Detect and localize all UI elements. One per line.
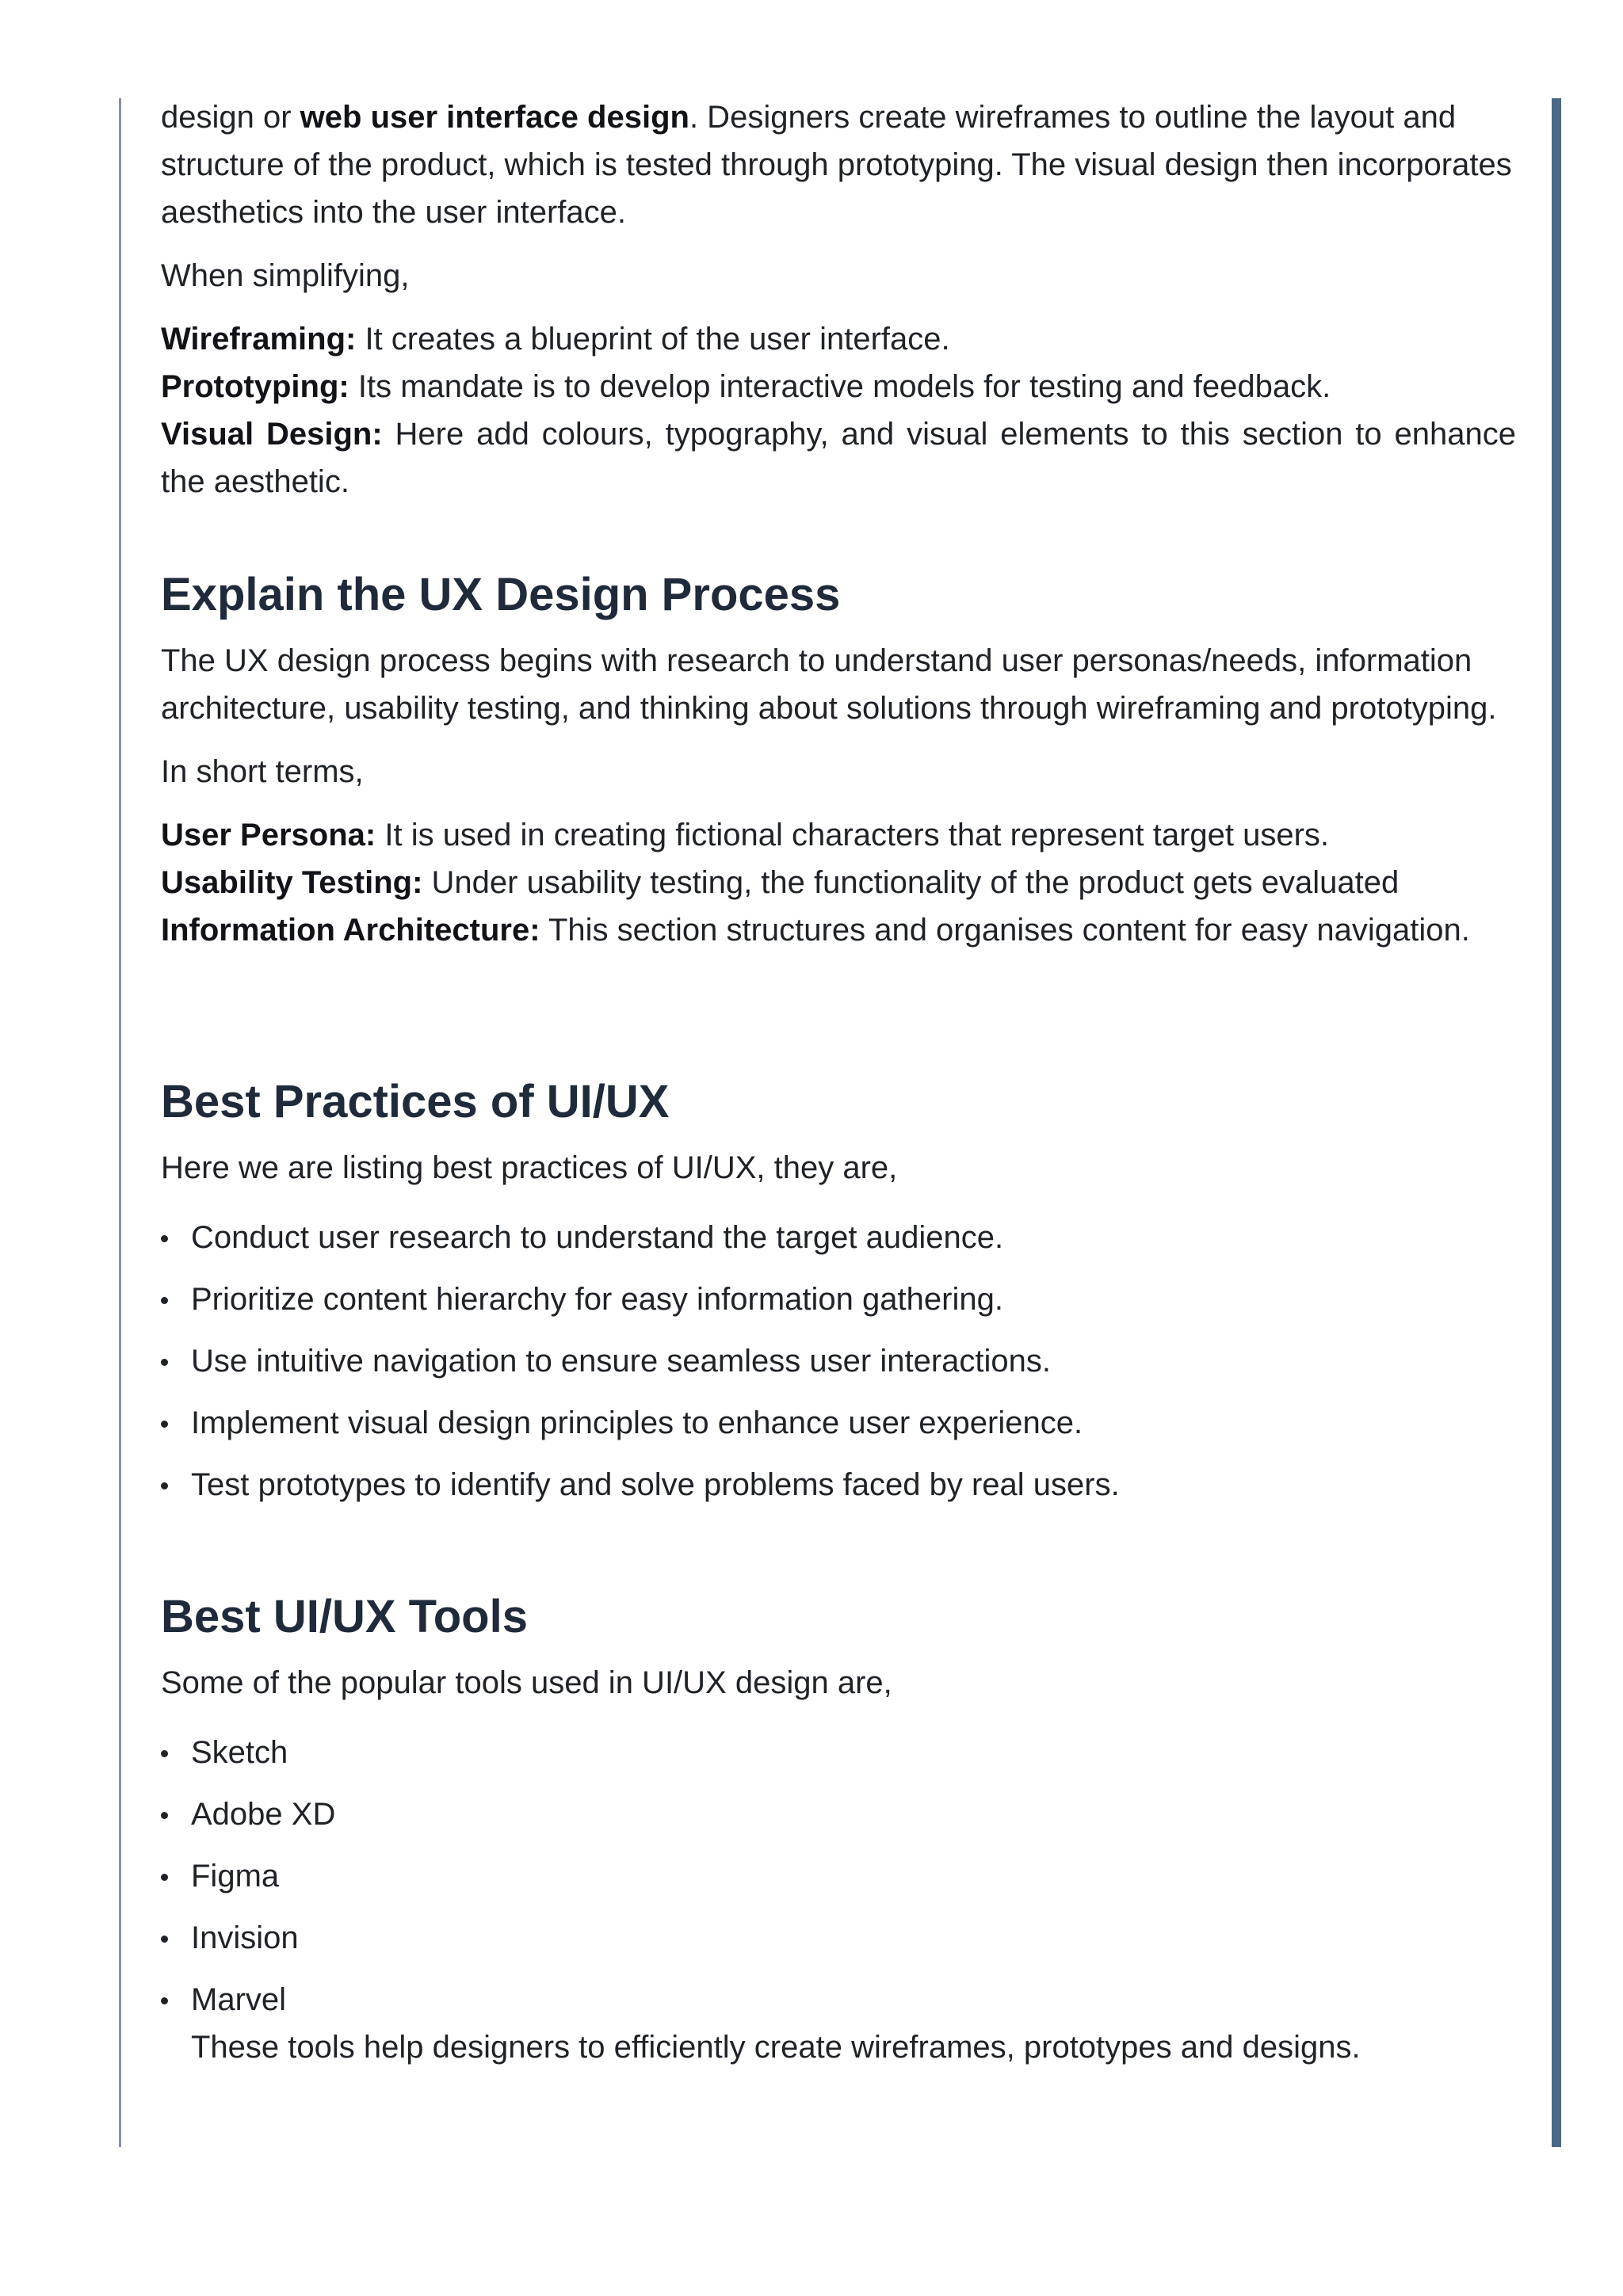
tools-lead: Some of the popular tools used in UI/UX design are, [161, 1665, 892, 1700]
right-border-rule [1552, 98, 1561, 2147]
left-border-rule [119, 98, 121, 2147]
def-text: Under usability testing, the functionality of the product gets evaluated [422, 865, 1400, 900]
list-item: Figma [161, 1852, 1516, 1900]
list-item-marvel [161, 1976, 1516, 2071]
intro-definitions [161, 315, 1516, 505]
def-text: It creates a blueprint of the user interface. [356, 322, 950, 357]
best-practices-lead: Here we are listing best practices of UI/UX, they are, [161, 1150, 898, 1185]
def-term: Prototyping: [161, 369, 349, 404]
intro-text-suffix: . Designers create wireframes to outline the layout and structure of the product, which is tested through prototyping. The visual design then incorporates aesthetics into the user interface. [161, 100, 1512, 230]
def-visual-design [161, 410, 1516, 505]
ux-process-section [161, 567, 1516, 954]
list-item: Adobe XD [161, 1791, 1516, 1838]
article-body [161, 93, 1516, 2065]
list-item: Conduct user research to understand the target audience. [161, 1214, 1516, 1261]
def-prototyping [161, 363, 1516, 410]
list-item: Invision [161, 1914, 1516, 1962]
best-practices-list [161, 1214, 1516, 1508]
tools-heading: Best UI/UX Tools [161, 1591, 528, 1642]
def-text: Here add colours, typography, and visual elements to this section to enhance the aesthetic. [161, 417, 1516, 499]
def-term: User Persona: [161, 818, 376, 852]
def-term: Information Architecture: [161, 913, 540, 948]
tools-section [161, 1589, 1516, 2085]
def-text: Its mandate is to develop interactive models for testing and feedback. [349, 369, 1331, 404]
short-terms-lead: In short terms, [161, 754, 364, 789]
def-text: This section structures and organises content for easy navigation. [540, 913, 1470, 948]
list-item: Test prototypes to identify and solve problems faced by real users. [161, 1461, 1516, 1508]
list-item: Implement visual design principles to enhance user experience. [161, 1399, 1516, 1447]
def-term: Usability Testing: [161, 865, 423, 900]
def-usability-testing [161, 859, 1516, 906]
ux-process-paragraph: The UX design process begins with research to understand user personas/needs, information architecture, usability testing, and thinking about solutions through wireframing and prototyping. [161, 643, 1497, 726]
tools-closing-text: These tools help designers to efficiently create wireframes, prototypes and designs. [191, 2030, 1361, 2065]
list-item: Sketch [161, 1729, 1516, 1776]
best-practices-heading: Best Practices of UI/UX [161, 1076, 670, 1127]
ux-definitions [161, 811, 1516, 954]
list-item: Use intuitive navigation to ensure seamless user interactions. [161, 1337, 1516, 1385]
intro-text-prefix: design or [161, 100, 300, 135]
def-user-persona [161, 811, 1516, 859]
def-information-architecture [161, 906, 1516, 954]
simplify-lead: When simplifying, [161, 258, 410, 293]
tool-name: Marvel [191, 1982, 287, 2017]
tools-list [161, 1729, 1516, 2071]
list-item: Prioritize content hierarchy for easy information gathering. [161, 1276, 1516, 1323]
def-term: Wireframing: [161, 322, 357, 357]
best-practices-section [161, 1074, 1516, 1523]
def-term: Visual Design: [161, 417, 383, 452]
intro-bold-term: web user interface design [300, 100, 689, 135]
intro-paragraph [161, 93, 1516, 236]
def-text: It is used in creating fictional characters that represent target users. [376, 818, 1330, 852]
intro-section [161, 93, 1516, 505]
ux-process-heading: Explain the UX Design Process [161, 569, 841, 620]
def-wireframing [161, 315, 1516, 363]
